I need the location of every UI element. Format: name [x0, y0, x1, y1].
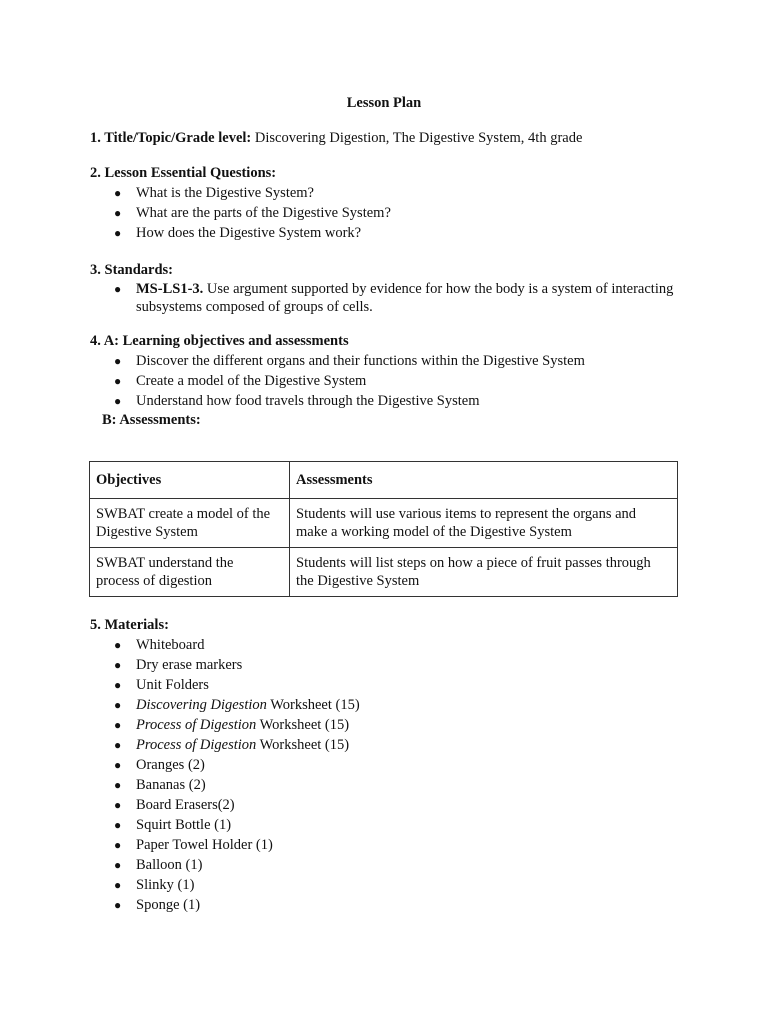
table-row	[90, 499, 678, 548]
table-row	[90, 548, 678, 597]
list-item: ● What is the Digestive System?	[114, 185, 314, 201]
material-title: Process of Digestion	[136, 717, 257, 733]
section-learning-objectives	[90, 331, 710, 411]
list-item: ● MS-LS1-3. Use argument supported by evidence for how the body is a system of interacting subsystems composed of groups of cells.	[114, 281, 674, 315]
material-item	[90, 875, 690, 895]
section-1-label: 1. Title/Topic/Grade level:	[90, 130, 252, 146]
material-text: Dry erase markers	[136, 657, 243, 673]
bullet-icon: ●	[114, 778, 122, 792]
standards-list	[90, 280, 710, 316]
bullet-icon: ●	[114, 898, 122, 912]
bullet-icon: ●	[114, 658, 122, 672]
bullet-icon: ●	[114, 818, 122, 832]
questions-list	[90, 183, 690, 243]
bullet-icon: ●	[114, 838, 122, 852]
section-2-label: 2. Lesson Essential Questions:	[90, 165, 277, 181]
column-header-assessments: Assessments	[290, 462, 678, 499]
bullet-icon: ●	[114, 718, 122, 732]
material-item	[90, 715, 690, 735]
material-text: Worksheet (15)	[256, 737, 350, 753]
bullet-icon: ●	[114, 394, 122, 408]
table-header-row	[90, 462, 678, 499]
bullet-icon: ●	[114, 878, 122, 892]
section-title-topic	[90, 128, 690, 148]
bullet-icon: ●	[114, 758, 122, 772]
table-cell-assessment: Students will list steps on how a piece of fruit passes through the Digestive System	[290, 548, 678, 597]
bullet-icon: ●	[114, 738, 122, 752]
section-essential-questions	[90, 163, 690, 243]
bullet-icon: ●	[114, 282, 122, 296]
list-item: ● Create a model of the Digestive System	[114, 373, 367, 389]
material-item	[90, 835, 690, 855]
section-materials	[90, 615, 690, 915]
material-text: Whiteboard	[136, 637, 205, 653]
material-item	[90, 775, 690, 795]
material-text: Squirt Bottle (1)	[136, 817, 232, 833]
material-item	[90, 755, 690, 775]
list-item: ● How does the Digestive System work?	[114, 225, 362, 241]
standard-code: MS-LS1-3.	[136, 281, 204, 297]
table-cell-objective: SWBAT create a model of the Digestive System	[90, 499, 290, 548]
material-item	[90, 895, 690, 915]
material-title: Process of Digestion	[136, 737, 257, 753]
bullet-icon: ●	[114, 374, 122, 388]
material-item	[90, 815, 690, 835]
bullet-icon: ●	[114, 638, 122, 652]
bullet-icon: ●	[114, 354, 122, 368]
table-cell-objective: SWBAT understand the process of digestion	[90, 548, 290, 597]
material-text: Board Erasers(2)	[136, 797, 235, 813]
material-text: Unit Folders	[136, 677, 209, 693]
list-item: ● Discover the different organs and their functions within the Digestive System	[114, 353, 585, 369]
material-text: Oranges (2)	[136, 757, 205, 773]
material-title: Discovering Digestion	[136, 697, 267, 713]
bullet-icon: ●	[114, 678, 122, 692]
material-text: Bananas (2)	[136, 777, 206, 793]
material-item	[90, 695, 690, 715]
material-item	[90, 855, 690, 875]
material-item	[90, 655, 690, 675]
material-text: Worksheet (15)	[256, 717, 350, 733]
bullet-icon: ●	[114, 798, 122, 812]
section-standards	[90, 260, 710, 316]
list-item: ● What are the parts of the Digestive System?	[114, 205, 391, 221]
material-text: Slinky (1)	[136, 877, 195, 893]
objectives-assessments-table	[89, 461, 678, 597]
material-item	[90, 735, 690, 755]
bullet-icon: ●	[114, 226, 122, 240]
material-item	[90, 635, 690, 655]
material-text: Balloon (1)	[136, 857, 203, 873]
section-3-label: 3. Standards:	[90, 262, 173, 278]
assessments-subheading: B: Assessments:	[102, 412, 201, 428]
bullet-icon: ●	[114, 186, 122, 200]
section-5-label: 5. Materials:	[90, 617, 169, 633]
list-item: ● Understand how food travels through the Digestive System	[114, 393, 480, 409]
material-text: Sponge (1)	[136, 897, 201, 913]
column-header-objectives: Objectives	[90, 462, 290, 499]
materials-list	[90, 635, 690, 915]
table-cell-assessment: Students will use various items to represent the organs and make a working model of the Digestive System	[290, 499, 678, 548]
section-1-value: Discovering Digestion, The Digestive System, 4th grade	[251, 130, 583, 146]
bullet-icon: ●	[114, 858, 122, 872]
material-item	[90, 675, 690, 695]
objectives-list	[90, 351, 710, 411]
material-item	[90, 795, 690, 815]
bullet-icon: ●	[114, 206, 122, 220]
section-4-label: 4. A: Learning objectives and assessments	[90, 333, 349, 349]
bullet-icon: ●	[114, 698, 122, 712]
material-text: Worksheet (15)	[266, 697, 360, 713]
page-title: Lesson Plan	[346, 95, 422, 111]
material-text: Paper Towel Holder (1)	[136, 837, 273, 853]
